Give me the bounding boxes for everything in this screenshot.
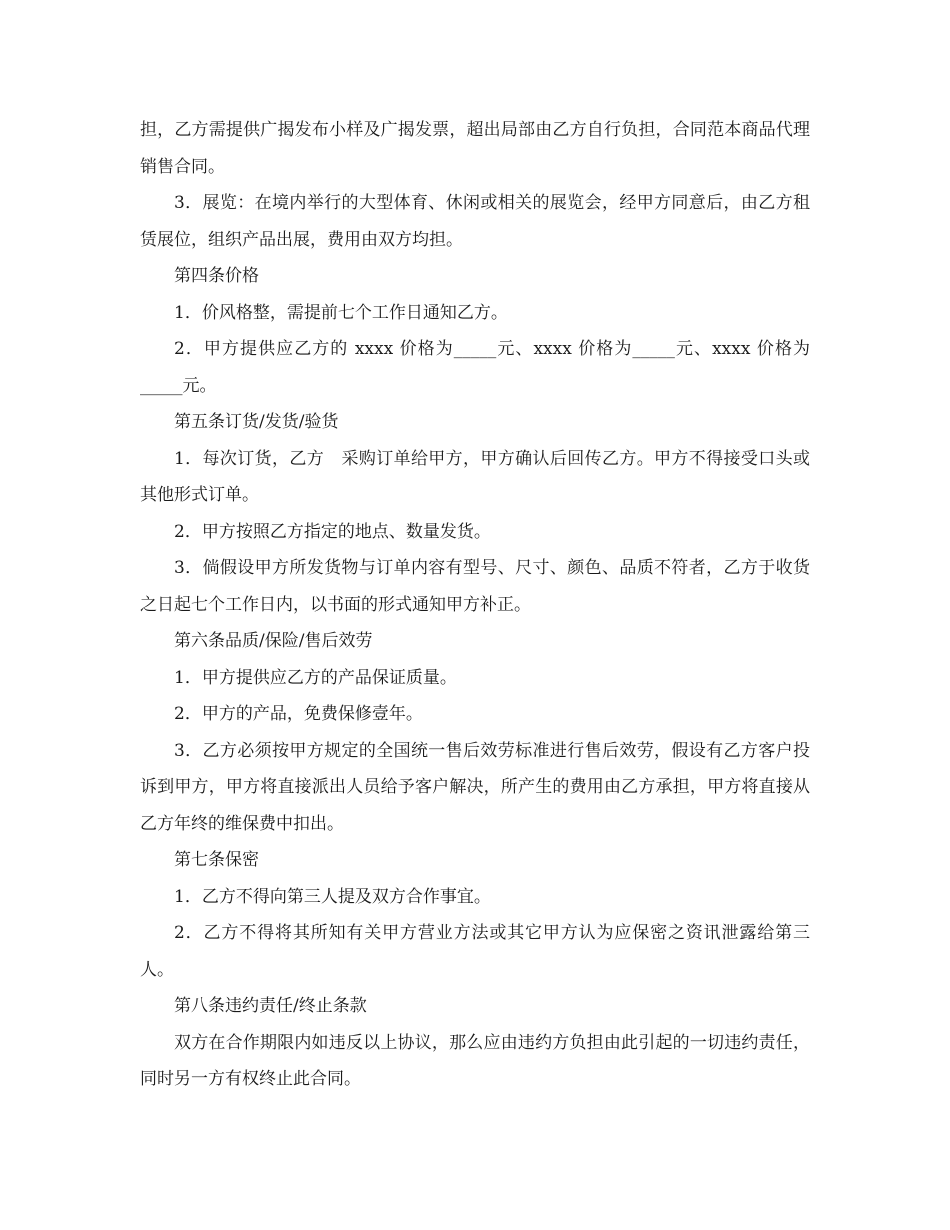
- paragraph-continued: 担，乙方需提供广揭发布小样及广揭发票，超出局部由乙方自行负担，合同范本商品代理销售合同。: [140, 120, 810, 177]
- section-heading-confidentiality: 第七条保密: [174, 850, 259, 870]
- paragraph-quality-1: 1．甲方提供应乙方的产品保证质量。: [174, 667, 457, 688]
- paragraph-exhibition: 3．展览：在境内举行的大型体育、休闲或相关的展览会，经甲方同意后，由乙方租赁展位，组织产品出展，费用由双方均担。: [140, 193, 810, 250]
- section-heading-price: 第四条价格: [174, 266, 259, 286]
- paragraph-breach: 双方在合作期限内如违反以上协议，那么应由违约方负担由此引起的一切违约责任，同时另一方有权终止此合同。: [140, 1032, 810, 1089]
- section-heading-order: 第五条订货/发货/验货: [174, 412, 339, 432]
- paragraph-order-1: 1．每次订货，乙方 采购订单给甲方，甲方确认后回传乙方。甲方不得接受口头或其他形式订单。: [140, 448, 810, 505]
- section-heading-quality: 第六条品质/保险/售后效劳: [174, 631, 373, 651]
- paragraph-confidentiality-2: 2．乙方不得将其所知有关甲方营业方法或其它甲方认为应保密之资讯泄露给第三人。: [140, 923, 810, 980]
- paragraph-order-3: 3．倘假设甲方所发货物与订单内容有型号、尺寸、颜色、品质不符者，乙方于收货之日起七个工作日内，以书面的形式通知甲方补正。: [140, 558, 810, 615]
- paragraph-price-1: 1．价风格整，需提前七个工作日通知乙方。: [174, 302, 508, 323]
- document-body: [140, 112, 810, 1098]
- paragraph-quality-2: 2．甲方的产品，免费保修壹年。: [174, 704, 423, 724]
- paragraph-quality-3: 3．乙方必须按甲方规定的全国统一售后效劳标准进行售后效劳，假设有乙方客户投诉到甲方，甲方将直接派出人员给予客户解决，所产生的费用由乙方承担，甲方将直接从乙方年终的维保费中扣出。: [140, 740, 810, 834]
- paragraph-order-2: 2．甲方按照乙方指定的地点、数量发货。: [174, 521, 491, 542]
- section-heading-breach: 第八条违约责任/终止条款: [174, 996, 367, 1016]
- paragraph-price-2: 2．甲方提供应乙方的 xxxx 价格为_____元、xxxx 价格为_____元、xxxx 价格为_____元。: [140, 339, 810, 396]
- paragraph-confidentiality-1: 1．乙方不得向第三人提及双方合作事宜。: [174, 886, 491, 907]
